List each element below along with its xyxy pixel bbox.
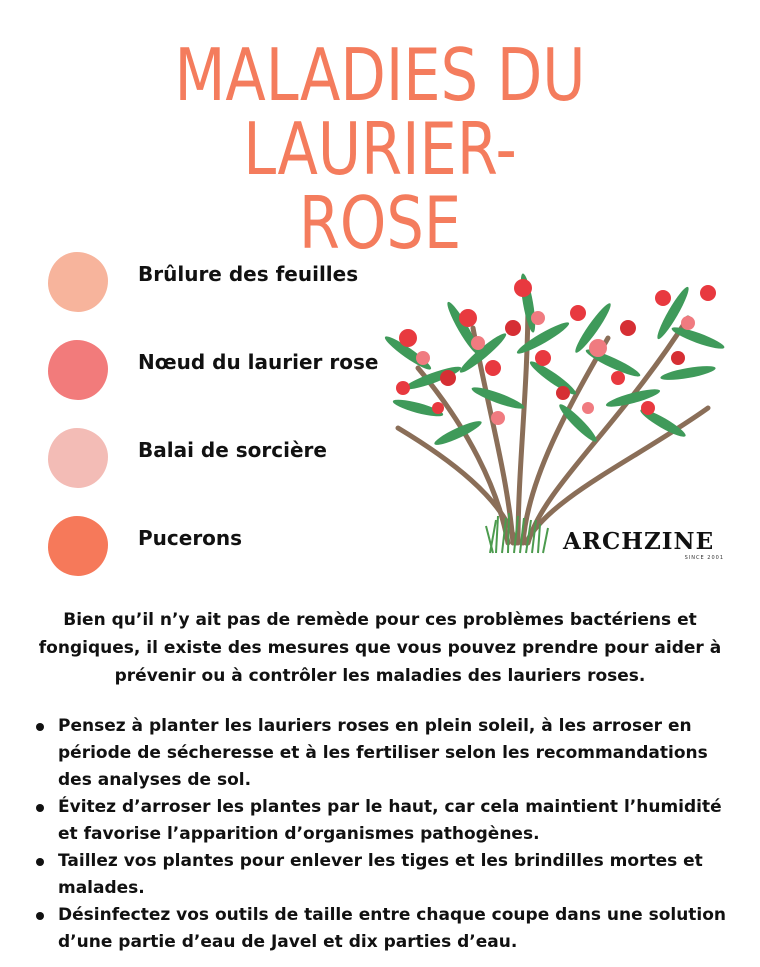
legend-item-aphids [48, 516, 388, 578]
legend-item-witches-broom [48, 428, 388, 490]
list-item: Évitez d’arroser les plantes par le haut, car cela maintient l’humidité et favorise l’apparition d’organismes pathogènes. [30, 794, 735, 848]
logo-since-text: SINCE 2001 [684, 555, 724, 561]
archzine-logo [563, 528, 728, 564]
logo-wordmark: ARCHZINE [563, 528, 715, 555]
list-item: Taillez vos plantes pour enlever les tiges et les brindilles mortes et malades. [30, 848, 735, 902]
legend-item-knot [48, 340, 388, 402]
prevention-tips-list [30, 713, 735, 956]
list-item: Pensez à planter les lauriers roses en plein soleil, à les arroser en période de sécheresse et à les fertiliser selon les recommandations des analyses de sol. [30, 713, 735, 794]
page-title-line-2: ROSE [298, 181, 462, 265]
oleander-illustration [378, 258, 738, 558]
legend-item-label: Nœud du laurier rose [138, 350, 379, 374]
color-swatch [48, 516, 108, 576]
color-swatch [48, 252, 108, 312]
intro-paragraph: Bien qu’il n’y ait pas de remède pour ces problèmes bactériens et fongiques, il existe des mesures que vous pouvez prendre pour aider à prévenir ou à contrôler les maladies des lauriers roses. [38, 610, 722, 686]
legend-item-label: Brûlure des feuilles [138, 262, 359, 286]
color-swatch [48, 340, 108, 400]
page-title [68, 33, 691, 265]
legend-item-label: Pucerons [138, 526, 243, 550]
legend-item-label: Balai de sorcière [138, 438, 327, 462]
color-swatch [48, 428, 108, 488]
page-title-line-1: MALADIES DU LAURIER- [174, 33, 586, 191]
legend-item-leaf-scorch [48, 252, 388, 314]
list-item: Désinfectez vos outils de taille entre chaque coupe dans une solution d’une partie d’eau de Javel et dix parties d’eau. [30, 902, 735, 956]
